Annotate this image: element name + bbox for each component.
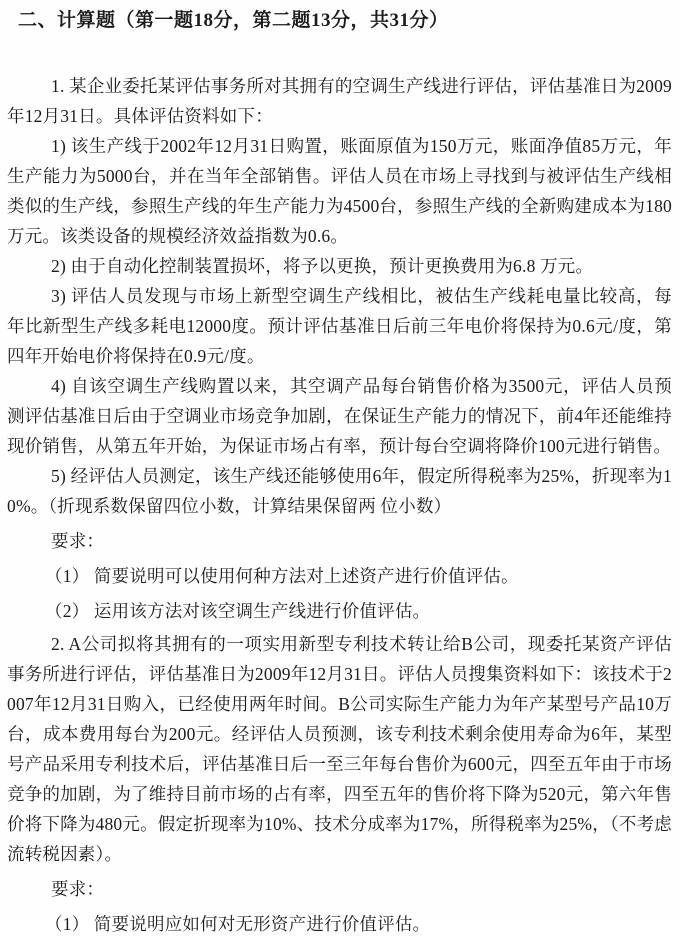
question-2-intro: 2. A公司拟将其拥有的一项实用新型专利技术转让给B公司，现委托某资产评估事务所进行评估，评估基准日为2009年12月31日。评估人员搜集资料如下：该技术于2007年12月31日购入，已经使用两年时间。B公司实际生产能力为年产某型号产品10万台，成本费用每台为200元。经评估人员预测，该专利技术剩余使用寿命为6年，某型号产品采用专利技术后，评估基准日后一至三年每台售价为600元，四至五年由于市场竞争的加剧，为了维持目前市场的占有率，四至五年的售价将下降为520元，第六年售价将下降为480元。假定折现率为10%、技术分成率为17%，所得税率为25%，（不考虑流转税因素）。 <box>7 634 672 864</box>
question-2-requirement-1: （1） 简要说明应如何对无形资产进行价值评估。 <box>45 914 431 934</box>
question-2 <box>7 629 672 939</box>
question-1-intro: 1. 某企业委托某评估事务所对其拥有的空调生产线进行评估，评估基准日为2009年12月31日。具体评估资料如下： <box>7 76 672 126</box>
question-1-requirement-2: （2） 运用该方法对该空调生产线进行价值评估。 <box>45 601 431 621</box>
question-1-item-4: 4) 自该空调生产线购置以来，其空调产品每台销售价格为3500元，评估人员预测评估基准日后由于空调业市场竞争加剧，在保证生产能力的情况下，前4年还能维持现价销售，从第五年开始，为保证市场占有率，预计每台空调将降价100元进行销售。 <box>7 376 672 456</box>
section-heading: 二、计算题（第一题18分，第二题13分，共31分） <box>18 10 449 31</box>
question-1-item-3: 3) 评估人员发现与市场上新型空调生产线相比，被估生产线耗电量比较高，每年比新型生产线多耗电12000度。预计评估基准日后前三年电价将保持为0.6元/度，第四年开始电价将保持在0.9元/度。 <box>7 286 672 366</box>
question-1-item-1: 1) 该生产线于2002年12月31日购置，账面原值为150万元，账面净值85万元，年生产能力为5000台，并在当年全部销售。评估人员在市场上寻找到与被评估生产线相类似的生产线，参照生产线的年生产能力为4500台，参照生产线的全新购建成本为180万元。该类设备的规模经济效益指数为0.6。 <box>7 136 672 246</box>
question-1-item-2: 2) 由于自动化控制装置损坏，将予以更换，预计更换费用为6.8 万元。 <box>51 256 594 276</box>
question-1-requirements-label: 要求： <box>51 531 105 551</box>
question-1-item-5: 5) 经评估人员测定，该生产线还能够使用6年，假定所得税率为25%，折现率为10%。（折现系数保留四位小数，计算结果保留两 位小数） <box>7 466 672 516</box>
question-2-requirements-label: 要求： <box>51 879 105 899</box>
question-1-requirement-1: （1） 简要说明可以使用何种方法对上述资产进行价值评估。 <box>45 566 519 586</box>
question-1 <box>7 71 672 626</box>
